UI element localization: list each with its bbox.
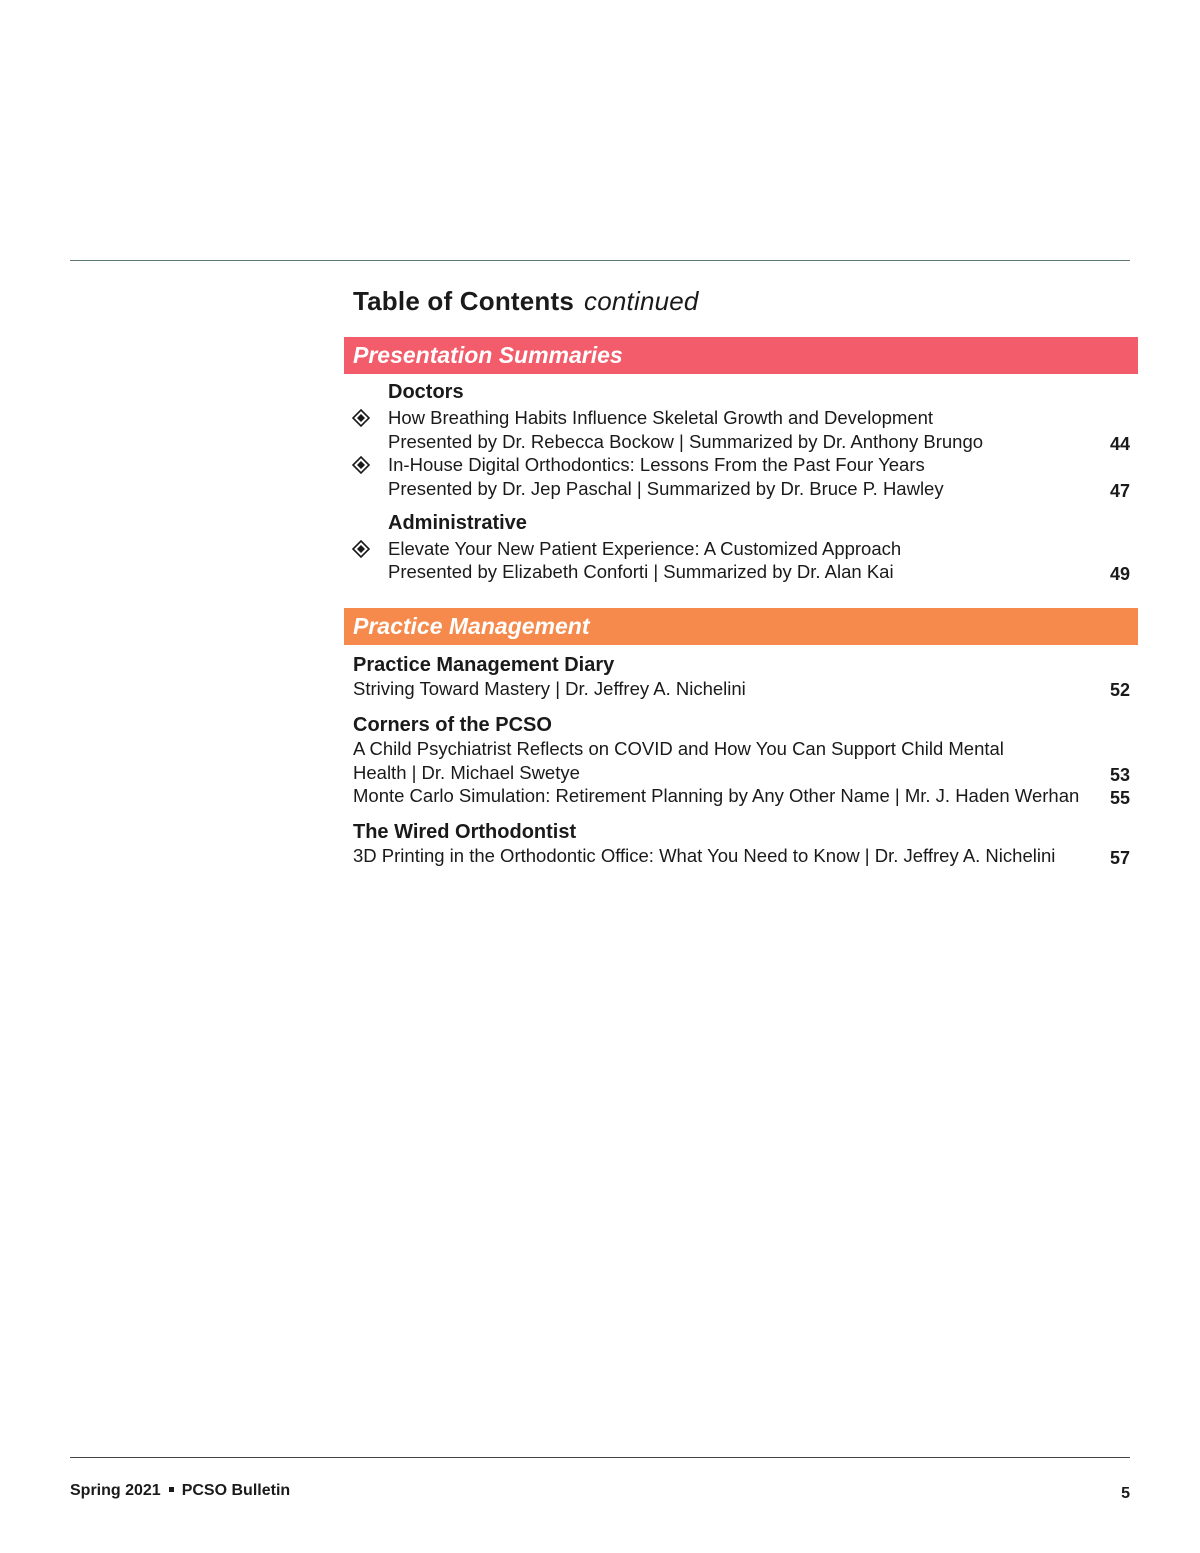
toc-entry-title[interactable]: Elevate Your New Patient Experience: A Customized Approach bbox=[388, 538, 902, 559]
subsection-doctors: Doctors bbox=[388, 381, 464, 403]
toc-entry-title[interactable]: A Child Psychiatrist Reflects on COVID and How You Can Support Child Mental bbox=[353, 738, 1004, 759]
toc-entry-title[interactable]: Striving Toward Mastery | Dr. Jeffrey A. Nichelini bbox=[353, 678, 746, 699]
toc-entry-byline: Presented by Elizabeth Conforti | Summarized by Dr. Alan Kai bbox=[388, 561, 894, 582]
footer-page-number: 5 bbox=[1121, 1485, 1130, 1502]
toc-page-number[interactable]: 57 bbox=[1109, 848, 1130, 868]
toc-title-text: Table of Contents bbox=[353, 286, 575, 316]
toc-continued-text: continued bbox=[584, 286, 699, 316]
toc-entry-byline: Presented by Dr. Rebecca Bockow | Summarized by Dr. Anthony Brungo bbox=[388, 431, 984, 452]
toc-page-number[interactable]: 47 bbox=[1109, 481, 1130, 501]
toc-entry-title[interactable]: How Breathing Habits Influence Skeletal Growth and Development bbox=[388, 407, 934, 428]
subsection-corners-of-the-pcso: Corners of the PCSO bbox=[353, 714, 552, 736]
toc-page-number[interactable]: 53 bbox=[1109, 765, 1130, 785]
section-band-practice-management: Practice Management bbox=[344, 608, 1138, 645]
toc-entry-title[interactable]: In-House Digital Orthodontics: Lessons From the Past Four Years bbox=[388, 454, 925, 475]
toc-entry-title[interactable]: 3D Printing in the Orthodontic Office: What You Need to Know | Dr. Jeffrey A. Nichelini bbox=[353, 845, 1056, 866]
page-title bbox=[353, 286, 699, 317]
square-bullet-icon bbox=[169, 1487, 174, 1492]
toc-page-number[interactable]: 49 bbox=[1109, 564, 1130, 584]
toc-page-number[interactable]: 52 bbox=[1109, 680, 1130, 700]
diamond-bullet-icon bbox=[352, 409, 370, 427]
diamond-bullet-icon bbox=[352, 456, 370, 474]
header-divider bbox=[70, 260, 1130, 261]
toc-entry-title[interactable]: Monte Carlo Simulation: Retirement Planning by Any Other Name | Mr. J. Haden Werhan bbox=[353, 785, 1080, 806]
toc-entry-title-continued[interactable]: Health | Dr. Michael Swetye bbox=[353, 762, 580, 783]
toc-page-number[interactable]: 44 bbox=[1109, 434, 1130, 454]
subsection-the-wired-orthodontist: The Wired Orthodontist bbox=[353, 821, 577, 843]
subsection-administrative: Administrative bbox=[388, 512, 527, 534]
toc-entry-byline: Presented by Dr. Jep Paschal | Summarized by Dr. Bruce P. Hawley bbox=[388, 478, 944, 499]
footer-publication bbox=[70, 1481, 290, 1501]
section-band-presentation-summaries: Presentation Summaries bbox=[344, 337, 1138, 374]
toc-page-number[interactable]: 55 bbox=[1109, 788, 1130, 808]
subsection-practice-management-diary: Practice Management Diary bbox=[353, 654, 615, 676]
footer-season: Spring 2021 bbox=[70, 1482, 161, 1499]
footer-publication-name: PCSO Bulletin bbox=[181, 1482, 291, 1499]
footer-divider bbox=[70, 1457, 1130, 1458]
diamond-bullet-icon bbox=[352, 540, 370, 558]
